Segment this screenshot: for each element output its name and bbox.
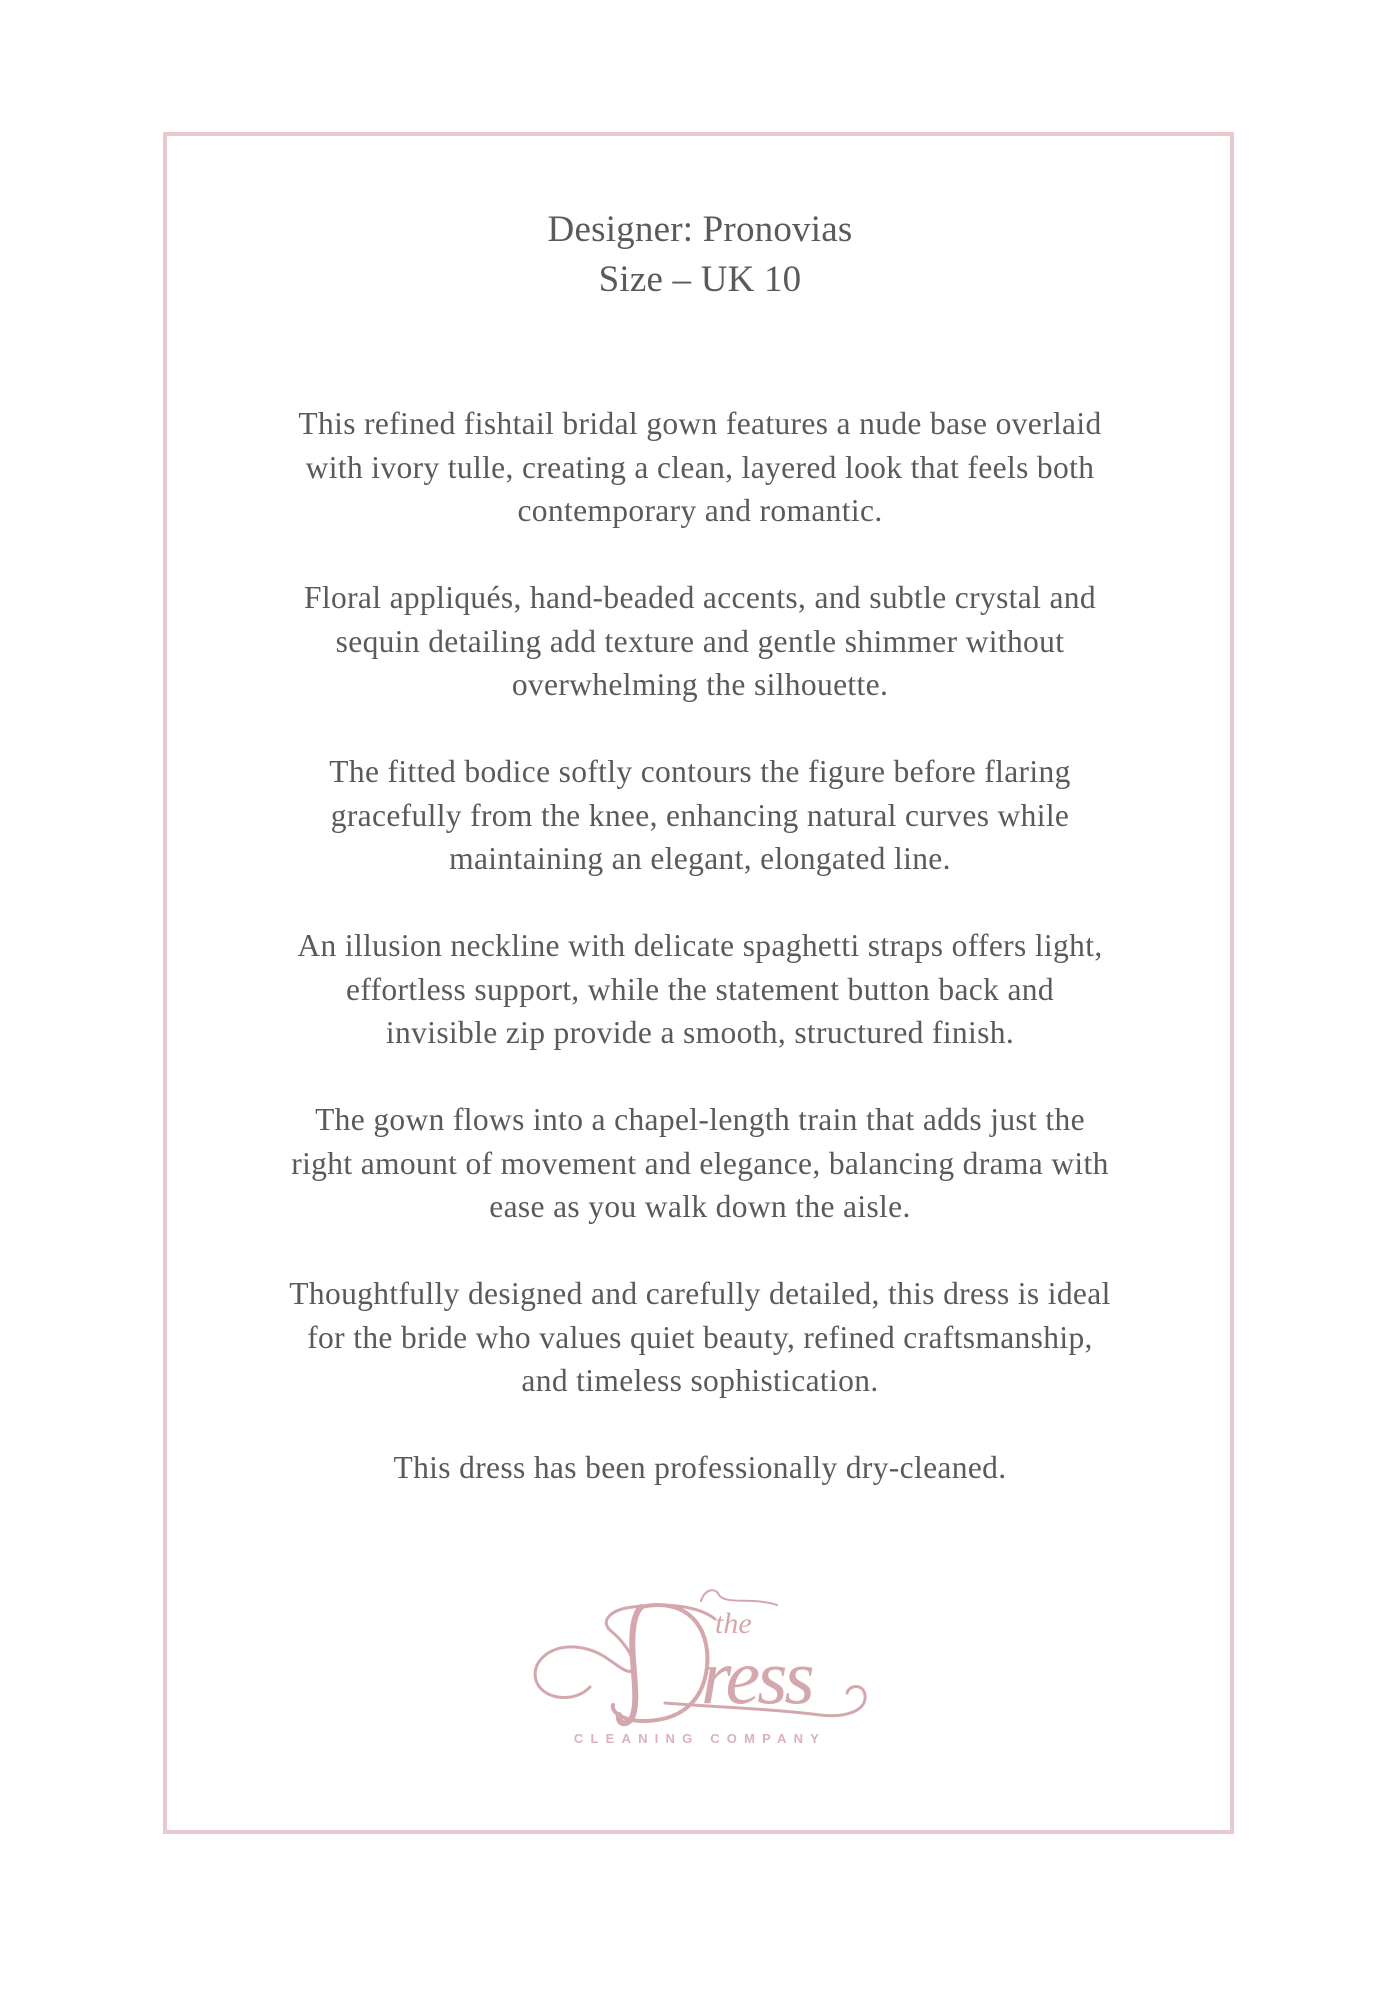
paragraph-line: overwhelming the silhouette. [511, 667, 889, 702]
header [0, 205, 1400, 305]
paragraph-cleaning-note [0, 1446, 1400, 1490]
paragraph-neckline [0, 924, 1400, 1055]
paragraph-line: ease as you walk down the aisle. [489, 1189, 911, 1224]
logo-the-text: the [715, 1607, 752, 1640]
designer-label: Designer: Pronovias [547, 209, 853, 250]
paragraph-line: for the bride who values quiet beauty, refined craftsmanship, [307, 1319, 1093, 1355]
paragraph-line: sequin detailing add texture and gentle shimmer without [335, 623, 1065, 659]
paragraph-line: with ivory tulle, creating a clean, layered look that feels both [305, 449, 1095, 485]
paragraph-line: right amount of movement and elegance, balancing drama with [291, 1145, 1109, 1181]
paragraph-line: The gown flows into a chapel-length train that adds just the [315, 1102, 1085, 1137]
paragraph-line: An illusion neckline with delicate spaghetti straps offers light, [297, 928, 1103, 963]
paragraph-line: and timeless sophistication. [521, 1363, 879, 1398]
paragraph-line: This dress has been professionally dry-cleaned. [393, 1450, 1007, 1485]
size-label: Size – UK 10 [598, 259, 802, 300]
paragraph-line: invisible zip provide a smooth, structured finish. [385, 1015, 1015, 1050]
paragraph-fabric [0, 402, 1400, 533]
paragraph-bodice [0, 750, 1400, 881]
paragraph-line: gracefully from the knee, enhancing natural curves while [330, 797, 1070, 833]
paragraph-line: Floral appliqués, hand-beaded accents, and subtle crystal and [304, 580, 1096, 615]
paragraph-summary [0, 1272, 1400, 1403]
paragraph-train [0, 1098, 1400, 1229]
logo-ress-text: ress [701, 1633, 812, 1720]
description [0, 402, 1400, 1533]
paragraph-line: The fitted bodice softly contours the figure before flaring [329, 754, 1071, 789]
paragraph-line: effortless support, while the statement button back and [345, 971, 1054, 1007]
paragraph-line: contemporary and romantic. [517, 493, 883, 528]
logo-tagline: CLEANING COMPANY [573, 1731, 827, 1746]
paragraph-detailing [0, 576, 1400, 707]
the-dress-cleaning-company-logo-icon [515, 1575, 885, 1755]
paragraph-line: maintaining an elegant, elongated line. [449, 841, 951, 876]
paragraph-line: This refined fishtail bridal gown features a nude base overlaid [298, 406, 1102, 441]
paragraph-line: Thoughtfully designed and carefully detailed, this dress is ideal [289, 1276, 1111, 1311]
